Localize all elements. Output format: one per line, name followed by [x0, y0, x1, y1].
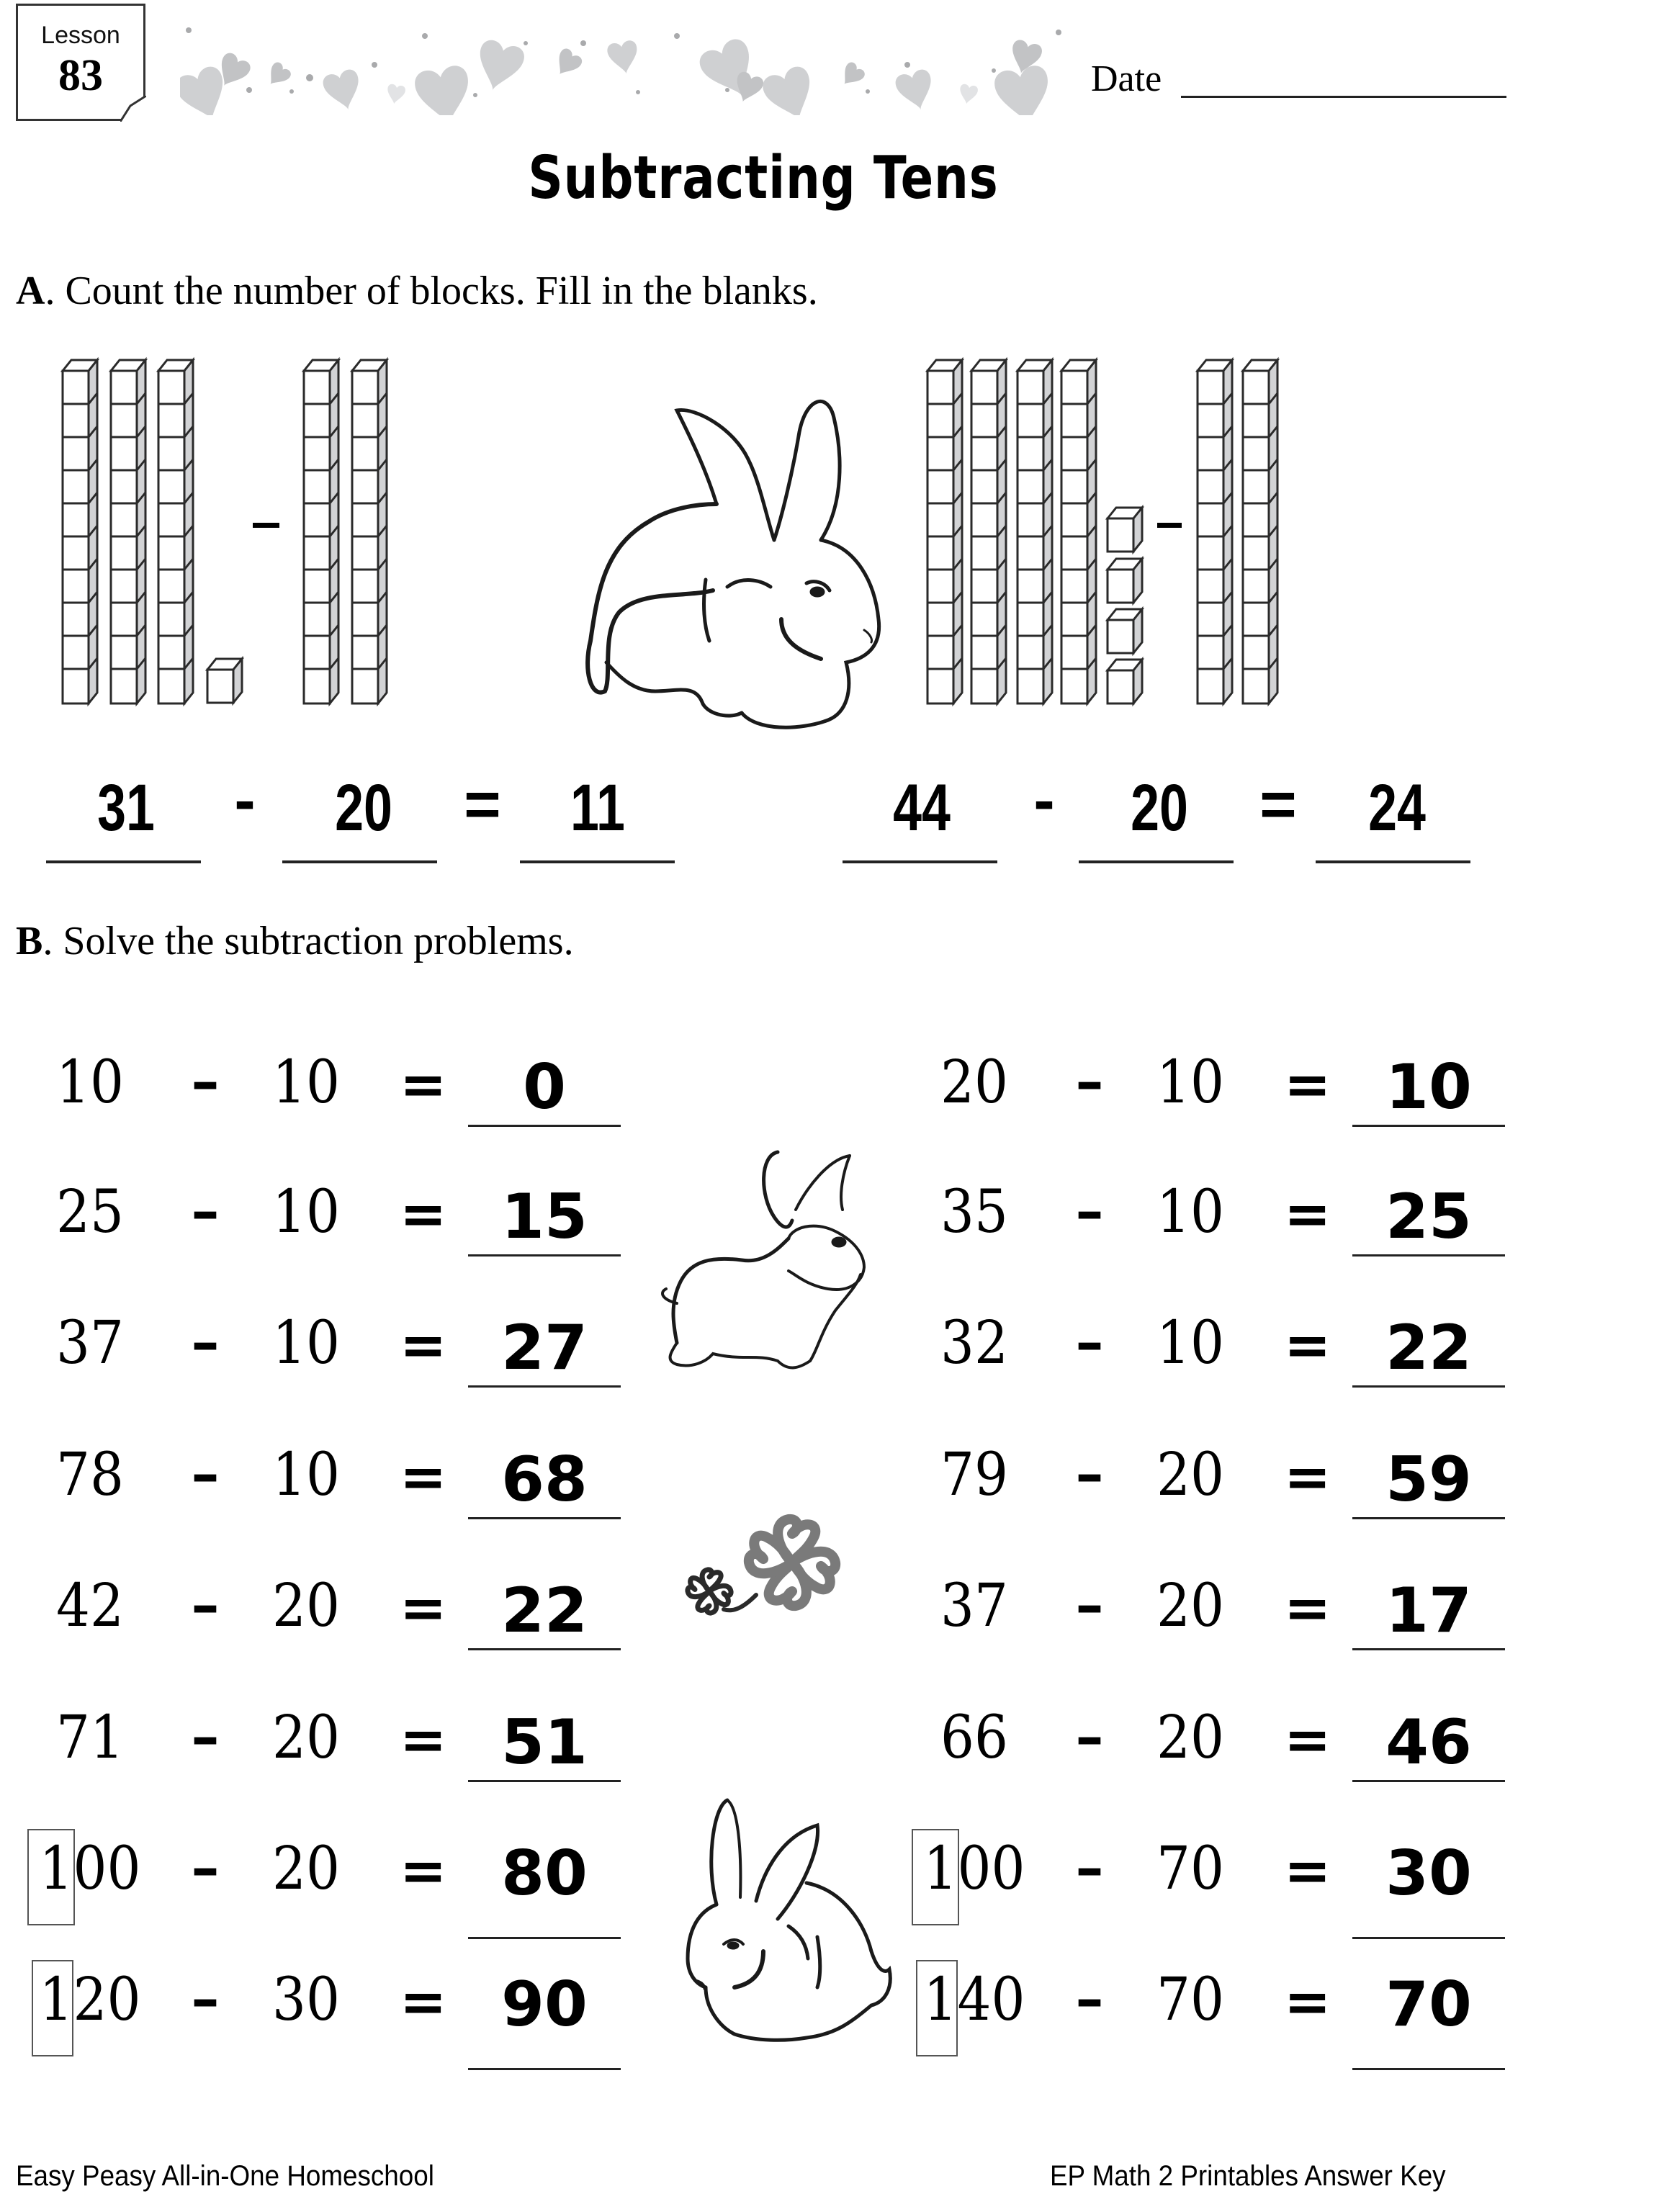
answer-field[interactable]: 17: [1385, 1575, 1472, 1647]
minuend: 100: [923, 1835, 1025, 1903]
answer-field[interactable]: 80: [501, 1838, 588, 1910]
subtrahend: 10: [1156, 1309, 1224, 1377]
page-curl-icon: [120, 96, 146, 122]
answer-line: [468, 1125, 621, 1127]
minuend: 66: [940, 1704, 1008, 1772]
lesson-label: Lesson: [41, 22, 120, 49]
minus-sign: –: [191, 1573, 220, 1638]
problem-1-minuend[interactable]: 31: [97, 771, 155, 845]
subtrahend: 10: [272, 1178, 340, 1246]
subtrahend: 20: [272, 1704, 340, 1772]
answer-line: [468, 1517, 621, 1519]
subtrahend: 30: [272, 1966, 340, 2034]
section-a-instruction: [16, 268, 818, 314]
answer-field[interactable]: 15: [501, 1181, 588, 1253]
blank-line: [1079, 860, 1234, 863]
minuend: 37: [56, 1309, 124, 1377]
answer-field[interactable]: 22: [1385, 1312, 1472, 1384]
answer-field[interactable]: 51: [501, 1707, 588, 1779]
footer-left: Easy Peasy All-in-One Homeschool: [16, 2160, 434, 2192]
equals-sign: =: [1284, 1708, 1331, 1773]
minus-sign: –: [191, 1836, 220, 1901]
answer-line: [468, 1254, 621, 1256]
minus-icon: [253, 523, 279, 528]
answer-line: [1352, 1385, 1505, 1388]
section-b-instruction: [16, 918, 574, 964]
blank-line: [843, 860, 997, 863]
equals-sign: =: [400, 1970, 447, 2035]
equals-sign: =: [1284, 1313, 1331, 1378]
subtrahend: 70: [1156, 1966, 1224, 2034]
answer-line: [468, 2068, 621, 2070]
date-label: Date: [1091, 58, 1162, 99]
problem-1-minuend-blocks: [63, 360, 242, 703]
problem-row: [29, 1305, 626, 1413]
section-a-text: . Count the number of blocks. Fill in the blanks.: [45, 269, 818, 313]
problem-row: [913, 1699, 1511, 1807]
subtrahend: 20: [1156, 1704, 1224, 1772]
answer-line: [468, 1648, 621, 1650]
equals-sign: =: [400, 1313, 447, 1378]
subtrahend: 10: [272, 1309, 340, 1377]
subtrahend: 20: [1156, 1572, 1224, 1640]
problem-row: [29, 1437, 626, 1545]
minus-sign: –: [1075, 1836, 1104, 1901]
problem-row: [29, 1568, 626, 1676]
subtrahend: 70: [1156, 1835, 1224, 1903]
problem-row: [29, 1699, 626, 1807]
problem-row: [29, 1830, 626, 1938]
answer-field[interactable]: 10: [1385, 1051, 1472, 1123]
answer-field[interactable]: 59: [1385, 1444, 1472, 1516]
minus-sign: –: [1075, 1573, 1104, 1638]
minus-sign: –: [1075, 1050, 1104, 1115]
answer-line: [468, 1780, 621, 1782]
equals-sign: =: [1284, 1839, 1331, 1904]
equals-sign: =: [400, 1576, 447, 1641]
subtrahend: 10: [1156, 1178, 1224, 1246]
answer-line: [1352, 1648, 1505, 1650]
blank-line: [520, 860, 675, 863]
subtrahend: 10: [272, 1048, 340, 1117]
subtrahend: 10: [272, 1441, 340, 1509]
answer-line: [468, 1937, 621, 1939]
answer-line: [1352, 1125, 1505, 1127]
problem-2-subtrahend-blocks: [1198, 360, 1277, 703]
problem-2-subtrahend[interactable]: 20: [1131, 771, 1188, 845]
answer-line: [1352, 1937, 1505, 1939]
answer-field[interactable]: 46: [1385, 1707, 1472, 1779]
subtrahend: 10: [1156, 1048, 1224, 1117]
problem-1-subtrahend[interactable]: 20: [335, 771, 392, 845]
minuend: 42: [56, 1572, 124, 1640]
subtrahend: 20: [1156, 1441, 1224, 1509]
minuend: 10: [56, 1048, 124, 1117]
rabbit-sitting-icon: [655, 1779, 900, 2052]
problem-row: [913, 1437, 1511, 1545]
answer-field[interactable]: 68: [501, 1444, 588, 1516]
lesson-number: 83: [58, 51, 103, 100]
problem-row: [29, 1044, 626, 1152]
minus-sign: –: [191, 1442, 220, 1507]
minus-icon: [1157, 523, 1182, 528]
answer-field[interactable]: 0: [523, 1051, 566, 1123]
blank-line: [46, 860, 201, 863]
minus-sign: –: [1075, 1310, 1104, 1375]
minuend: 79: [940, 1441, 1008, 1509]
minus-sign: -: [1033, 764, 1055, 835]
answer-field[interactable]: 30: [1385, 1838, 1472, 1910]
answer-field[interactable]: 90: [501, 1969, 588, 2041]
minuend: 78: [56, 1441, 124, 1509]
date-field[interactable]: [1181, 96, 1506, 98]
minuend: 32: [940, 1309, 1008, 1377]
minus-sign: –: [1075, 1705, 1104, 1770]
answer-field[interactable]: 22: [501, 1575, 588, 1647]
problem-2-minuend-blocks: [927, 360, 1142, 703]
equals-sign: =: [1284, 1576, 1331, 1641]
equals-sign: =: [464, 768, 501, 840]
minus-sign: –: [191, 1310, 220, 1375]
rabbit-standing-icon: [634, 1138, 893, 1440]
problem-2-minuend[interactable]: 44: [893, 771, 951, 845]
minuend: 25: [56, 1178, 124, 1246]
hearts-banner-icon: [180, 22, 1066, 115]
equals-sign: =: [1284, 1053, 1331, 1118]
problem-1-subtrahend-blocks: [304, 360, 387, 703]
minus-sign: –: [191, 1179, 220, 1244]
answer-line: [1352, 1254, 1505, 1256]
answer-line: [1352, 1517, 1505, 1519]
equals-sign: =: [400, 1708, 447, 1773]
minus-sign: –: [191, 1705, 220, 1770]
problem-row: [913, 1568, 1511, 1676]
section-b-letter: B: [16, 919, 43, 963]
minuend: 100: [39, 1835, 141, 1903]
section-a-letter: A: [16, 269, 45, 313]
problem-row: [913, 1961, 1511, 2069]
problem-row: [29, 1961, 626, 2069]
footer-right: EP Math 2 Printables Answer Key: [1050, 2160, 1446, 2192]
minus-sign: –: [191, 1050, 220, 1115]
page-title: Subtracting Tens: [528, 144, 999, 212]
answer-field[interactable]: 25: [1385, 1181, 1472, 1253]
problem-row: [29, 1174, 626, 1282]
subtrahend: 20: [272, 1835, 340, 1903]
minuend: 120: [39, 1966, 141, 2034]
subtrahend: 20: [272, 1572, 340, 1640]
lesson-badge: [16, 4, 145, 121]
minuend: 35: [940, 1178, 1008, 1246]
equals-sign: =: [1259, 768, 1297, 840]
equals-sign: =: [1284, 1445, 1331, 1510]
blank-line: [282, 860, 437, 863]
equals-sign: =: [400, 1839, 447, 1904]
minus-sign: –: [1075, 1967, 1104, 2032]
four-leaf-clover-icon: [666, 1505, 868, 1635]
problem-row: [913, 1174, 1511, 1282]
problem-row: [913, 1830, 1511, 1938]
minuend: 20: [940, 1048, 1008, 1117]
answer-line: [468, 1385, 621, 1388]
minuend: 71: [56, 1704, 124, 1772]
problem-2-answer[interactable]: 24: [1368, 771, 1426, 845]
base-ten-blocks: [0, 338, 1680, 742]
rabbit-icon: [588, 401, 879, 727]
equals-sign: =: [1284, 1182, 1331, 1247]
minus-sign: –: [191, 1967, 220, 2032]
equals-sign: =: [400, 1445, 447, 1510]
answer-line: [1352, 1780, 1505, 1782]
minuend: 37: [940, 1572, 1008, 1640]
section-b-text: . Solve the subtraction problems.: [42, 919, 574, 963]
minuend: 140: [923, 1966, 1025, 2034]
minus-sign: –: [1075, 1179, 1104, 1244]
answer-field[interactable]: 27: [501, 1312, 588, 1384]
equals-sign: =: [1284, 1970, 1331, 2035]
minus-sign: -: [234, 764, 256, 835]
answer-line: [1352, 2068, 1505, 2070]
answer-field[interactable]: 70: [1385, 1969, 1472, 2041]
equals-sign: =: [400, 1182, 447, 1247]
problem-1-answer[interactable]: 11: [570, 771, 625, 845]
minus-sign: –: [1075, 1442, 1104, 1507]
blank-line: [1316, 860, 1470, 863]
problem-row: [913, 1305, 1511, 1413]
problem-row: [913, 1044, 1511, 1152]
equals-sign: =: [400, 1053, 447, 1118]
